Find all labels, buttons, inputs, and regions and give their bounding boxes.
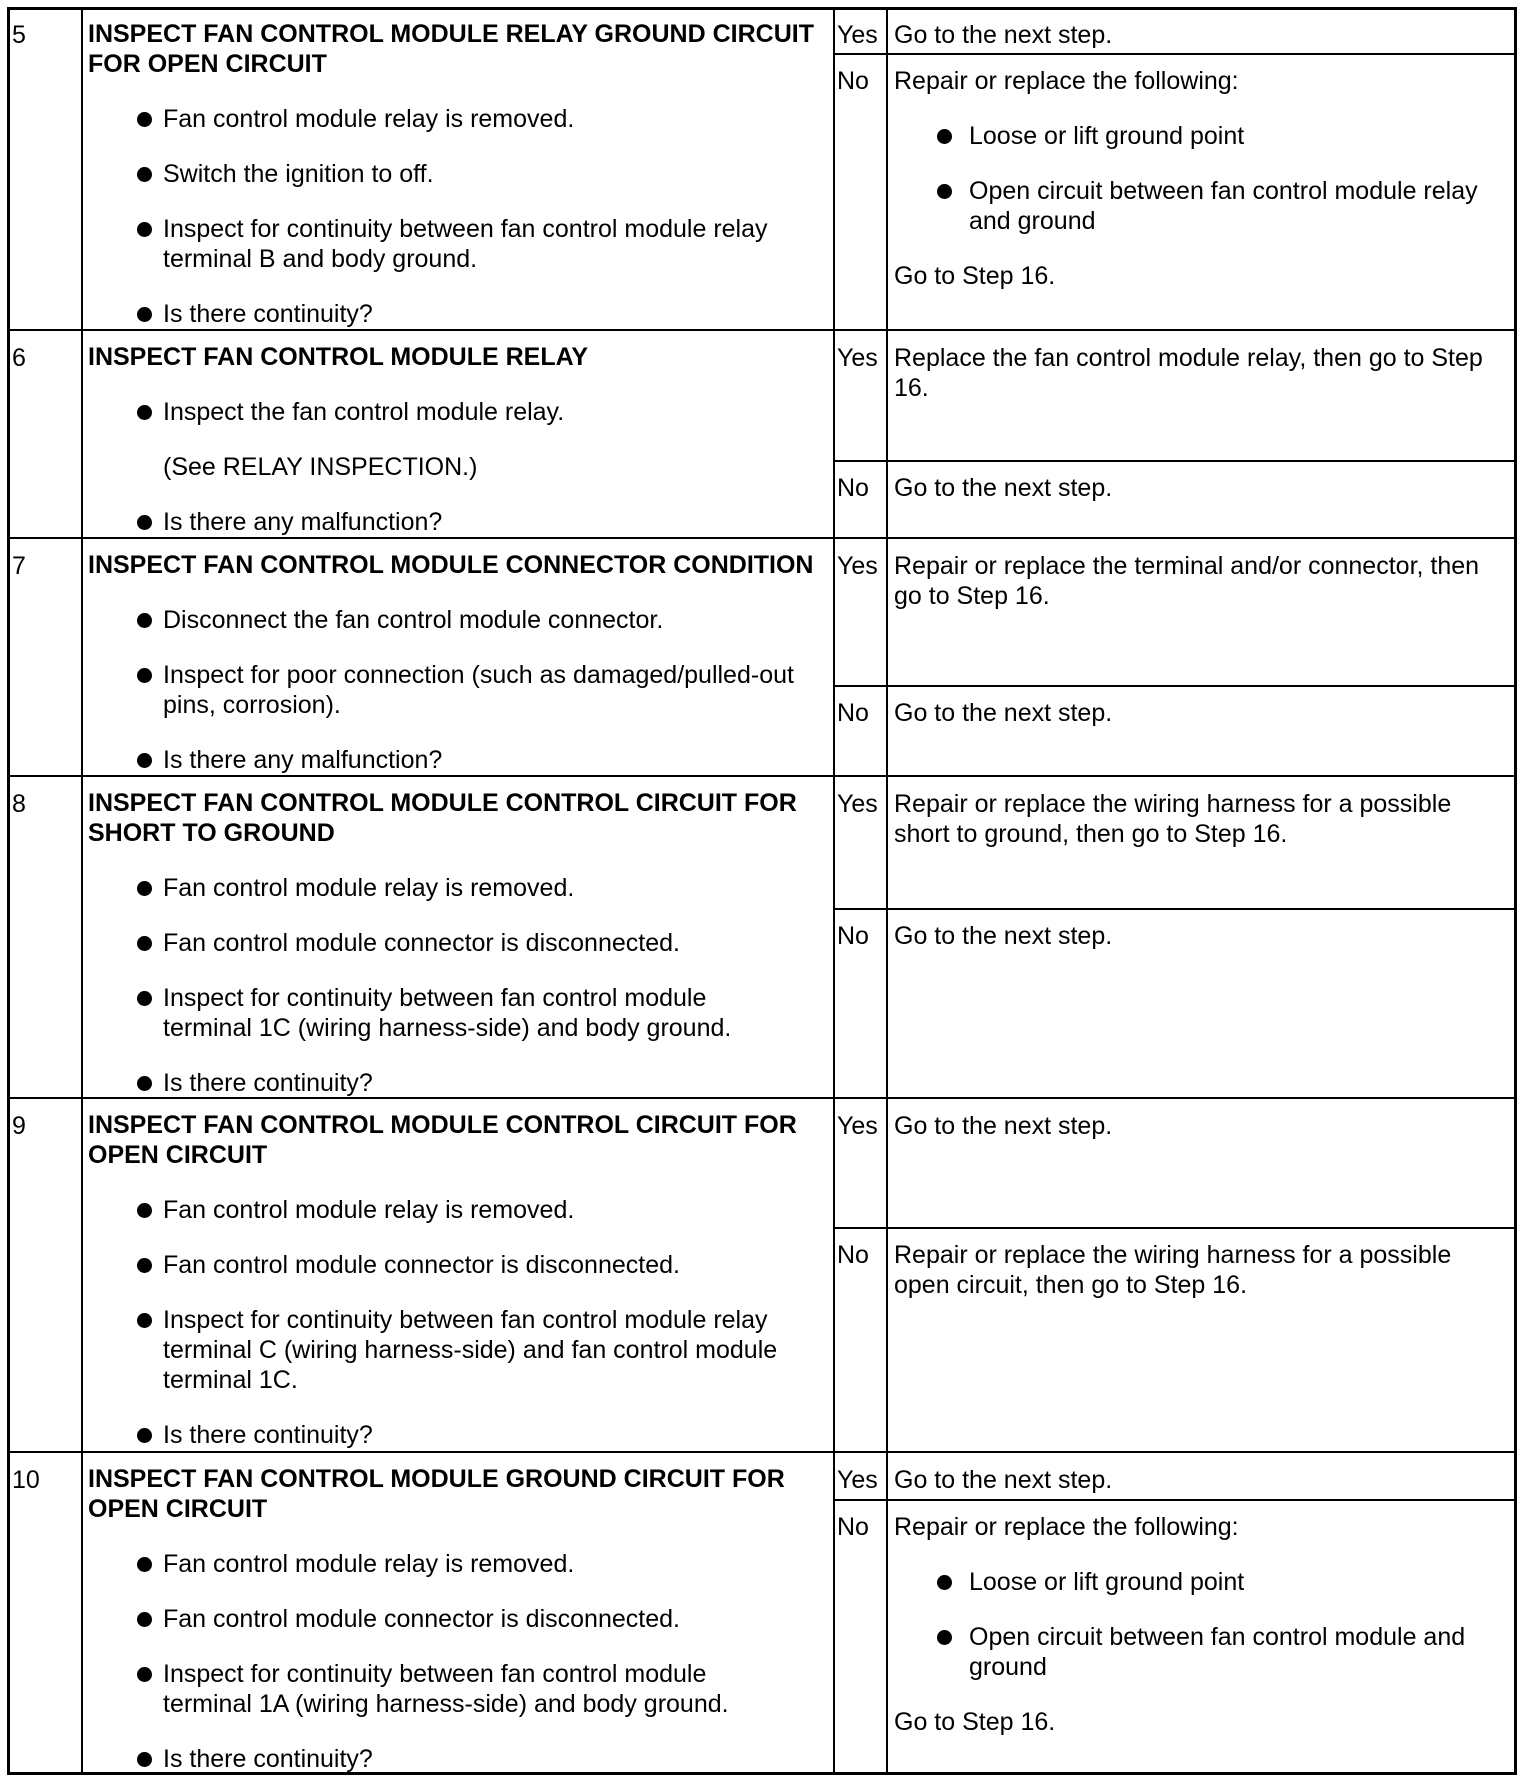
bullet-icon [137,1612,152,1627]
list-item-text: terminal 1C. [163,1366,298,1394]
table-rule [834,685,1517,687]
bullet-icon [137,668,152,683]
list-item-text: Repair or replace the terminal and/or connector, then [894,552,1480,580]
bullet-icon [937,1630,952,1645]
list-item-text: Go to the next step. [894,1466,1113,1494]
table-rule [7,7,1517,10]
bullet-icon [137,1557,152,1572]
no-label: No [837,474,869,502]
list-item-text: Is there continuity? [163,300,373,328]
no-label: No [837,67,869,95]
step-title: INSPECT FAN CONTROL MODULE RELAY GROUND CIRCUIT [88,20,814,48]
list-item-text: Go to the next step. [894,699,1113,727]
list-item-text: Fan control module relay is removed. [163,105,575,133]
bullet-icon [137,1076,152,1091]
table-rule [886,7,888,1775]
list-item-text: Open circuit between fan control module and [969,1623,1466,1651]
table-rule [834,908,1517,910]
list-item-text: Go to Step 16. [894,1708,1056,1736]
yes-label: Yes [837,552,878,580]
list-item-text: Is there continuity? [163,1421,373,1449]
bullet-icon [137,405,152,420]
yes-label: Yes [837,1466,878,1494]
step-number: 10 [12,1466,40,1494]
list-item-text: and ground [969,207,1096,235]
table-rule [834,1227,1517,1229]
bullet-icon [137,1428,152,1443]
table-rule [81,7,83,1775]
list-item-text: Fan control module relay is removed. [163,1550,575,1578]
bullet-icon [137,515,152,530]
bullet-icon [137,307,152,322]
no-label: No [837,922,869,950]
list-item-text: terminal C (wiring harness-side) and fan control module [163,1336,778,1364]
list-item-text: go to Step 16. [894,582,1050,610]
no-label: No [837,699,869,727]
bullet-icon [137,991,152,1006]
list-item-text: Disconnect the fan control module connector. [163,606,664,634]
table-rule [834,53,1517,55]
bullet-icon [137,222,152,237]
step-title: INSPECT FAN CONTROL MODULE GROUND CIRCUIT FOR [88,1465,785,1493]
list-item-text: Repair or replace the following: [894,67,1239,95]
bullet-icon [137,1258,152,1273]
bullet-icon [137,1752,152,1767]
list-item-text: terminal 1C (wiring harness-side) and body ground. [163,1014,732,1042]
diagnostic-procedure-table [7,7,1517,1775]
list-item-text: Is there any malfunction? [163,746,443,774]
yes-label: Yes [837,21,878,49]
table-rule [7,7,10,1775]
bullet-icon [137,167,152,182]
step-number: 7 [12,552,26,580]
list-item-text: Inspect for continuity between fan control module relay [163,215,768,243]
list-item-text: Inspect for continuity between fan control module [163,984,707,1012]
yes-label: Yes [837,1112,878,1140]
table-rule [7,1451,1517,1453]
list-item-text: (See RELAY INSPECTION.) [163,453,478,481]
list-item-text: terminal 1A (wiring harness-side) and body ground. [163,1690,729,1718]
step-title: INSPECT FAN CONTROL MODULE CONNECTOR CONDITION [88,551,814,579]
step-title: INSPECT FAN CONTROL MODULE CONTROL CIRCUIT FOR [88,1111,797,1139]
bullet-icon [137,936,152,951]
table-rule [7,537,1517,539]
bullet-icon [137,1203,152,1218]
list-item-text: Fan control module relay is removed. [163,874,575,902]
bullet-icon [137,613,152,628]
list-item-text: Fan control module relay is removed. [163,1196,575,1224]
table-rule [1514,7,1517,1775]
list-item-text: Go to Step 16. [894,262,1056,290]
step-title: INSPECT FAN CONTROL MODULE RELAY [88,343,589,371]
table-rule [7,329,1517,331]
list-item-text: ground [969,1653,1047,1681]
bullet-icon [137,753,152,768]
list-item-text: pins, corrosion). [163,691,341,719]
no-label: No [837,1241,869,1269]
bullet-icon [937,129,952,144]
table-rule [833,7,835,1775]
list-item-text: Inspect for continuity between fan control module [163,1660,707,1688]
list-item-text: Fan control module connector is disconnected. [163,1605,680,1633]
list-item-text: Go to the next step. [894,474,1113,502]
step-title: FOR OPEN CIRCUIT [88,50,327,78]
list-item-text: Repair or replace the wiring harness for a possible [894,790,1452,818]
no-label: No [837,1513,869,1541]
step-number: 6 [12,344,26,372]
list-item-text: Is there any malfunction? [163,508,443,536]
table-rule [834,1499,1517,1501]
step-title: OPEN CIRCUIT [88,1141,268,1169]
list-item-text: Loose or lift ground point [969,1568,1245,1596]
list-item-text: Go to the next step. [894,1112,1113,1140]
list-item-text: terminal B and body ground. [163,245,478,273]
bullet-icon [937,1575,952,1590]
step-number: 5 [12,21,26,49]
list-item-text: Go to the next step. [894,21,1113,49]
step-title: INSPECT FAN CONTROL MODULE CONTROL CIRCUIT FOR [88,789,797,817]
bullet-icon [937,184,952,199]
list-item-text: Replace the fan control module relay, then go to Step [894,344,1483,372]
list-item-text: Open circuit between fan control module relay [969,177,1478,205]
list-item-text: Go to the next step. [894,922,1113,950]
list-item-text: Inspect for continuity between fan control module relay [163,1306,768,1334]
step-number: 9 [12,1112,26,1140]
table-rule [834,460,1517,462]
list-item-text: open circuit, then go to Step 16. [894,1271,1248,1299]
bullet-icon [137,112,152,127]
list-item-text: Is there continuity? [163,1745,373,1773]
yes-label: Yes [837,344,878,372]
yes-label: Yes [837,790,878,818]
list-item-text: Repair or replace the wiring harness for a possible [894,1241,1452,1269]
step-title: SHORT TO GROUND [88,819,335,847]
bullet-icon [137,1667,152,1682]
step-title: OPEN CIRCUIT [88,1495,268,1523]
list-item-text: Inspect for poor connection (such as damaged/pulled-out [163,661,794,689]
step-number: 8 [12,790,26,818]
list-item-text: Repair or replace the following: [894,1513,1239,1541]
list-item-text: short to ground, then go to Step 16. [894,820,1288,848]
list-item-text: Loose or lift ground point [969,122,1245,150]
list-item-text: Fan control module connector is disconnected. [163,1251,680,1279]
table-rule [7,775,1517,777]
list-item-text: Switch the ignition to off. [163,160,434,188]
list-item-text: Is there continuity? [163,1069,373,1097]
list-item-text: 16. [894,374,929,402]
bullet-icon [137,1313,152,1328]
list-item-text: Fan control module connector is disconnected. [163,929,680,957]
bullet-icon [137,881,152,896]
list-item-text: Inspect the fan control module relay. [163,398,565,426]
